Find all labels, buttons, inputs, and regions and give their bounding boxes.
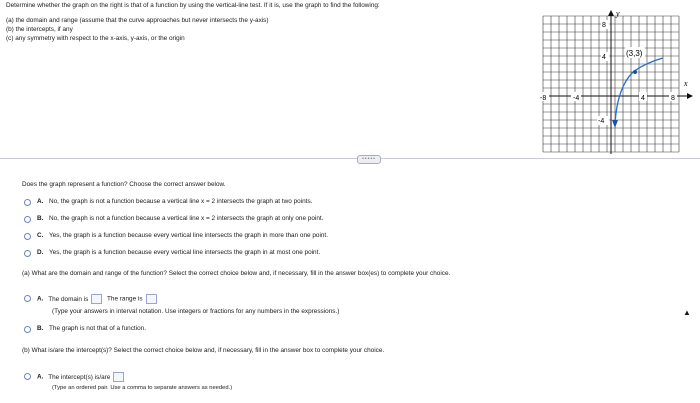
- part-b-option-a-radio[interactable]: [24, 373, 31, 380]
- option-d-radio[interactable]: [24, 250, 31, 257]
- part-b-prompt: (b) What is/are the intercept(s)? Select the correct choice below and, if necessary, fill in the answer box to complete your choice.: [22, 347, 385, 354]
- option-c-radio[interactable]: [24, 233, 31, 240]
- tick-x-4: 4: [641, 95, 645, 102]
- part-a-prompt: (a) What are the domain and range of the function? Select the correct choice below and, if necessary, fill in the answer box(es) to complete your choice.: [22, 270, 451, 277]
- question-part-c: (c) any symmetry with respect to the x-axis, y-axis, or the origin: [6, 35, 185, 42]
- intercepts-label: The intercept(s) is/are: [48, 373, 111, 381]
- part-a-hint: (Type your answers in interval notation. Use integers or fractions for any numbers in the expressions.): [52, 308, 340, 315]
- question-part-b: (b) the intercepts, if any: [6, 26, 73, 33]
- part-a-option-a-line: [37, 294, 160, 304]
- part-a-option-b-radio[interactable]: [24, 326, 31, 333]
- part-a-option-a-radio[interactable]: [24, 295, 31, 302]
- section-divider: [0, 158, 700, 159]
- option-c-text: Yes, the graph is a function because every vertical line intersects the graph in more than one point.: [49, 232, 328, 239]
- option-a-letter: A.: [37, 198, 44, 205]
- option-b-radio[interactable]: [24, 216, 31, 223]
- option-a-text: No, the graph is not a function because a vertical line x = 2 intersects the graph at two points.: [49, 198, 313, 205]
- graph-axes: [539, 10, 693, 154]
- y-axis-label: y: [616, 9, 620, 18]
- question-instruction-wrap: [0, 0, 560, 10]
- tick-x-neg8: -8: [540, 95, 547, 102]
- tick-x-neg4: -4: [573, 95, 580, 102]
- tick-y-4: 4: [602, 54, 606, 61]
- scroll-arrow-icon[interactable]: ▲: [683, 308, 691, 317]
- function-graph: [535, 8, 700, 156]
- part-b-option-a-line: [37, 372, 127, 382]
- option-b-text: No, the graph is not a function because a vertical line x = 2 intersects the graph at only one point.: [49, 215, 324, 222]
- part-a-option-b-letter: B.: [37, 325, 44, 332]
- option-d-letter: D.: [37, 249, 44, 256]
- expand-button[interactable]: [357, 155, 381, 164]
- point-3-3: [633, 70, 637, 74]
- option-a-radio[interactable]: [24, 199, 31, 206]
- tick-y-neg4: -4: [598, 118, 605, 125]
- function-prompt: Does the graph represent a function? Choose the correct answer below.: [22, 181, 226, 188]
- tick-x-8: 8: [671, 95, 675, 102]
- range-label: The range is: [107, 295, 143, 303]
- option-c-letter: C.: [37, 232, 44, 239]
- intercepts-input[interactable]: [113, 372, 124, 382]
- part-a-option-b-text: The graph is not that of a function.: [49, 325, 146, 332]
- option-b-letter: B.: [37, 215, 44, 222]
- range-input[interactable]: [146, 294, 157, 304]
- option-d-text: Yes, the graph is a function because every vertical line intersects the graph in at most one point.: [49, 249, 321, 256]
- question-instruction: Determine whether the graph on the right is that of a function by using the vertical-line test. If it is, use the graph to find the following:: [6, 2, 380, 9]
- domain-input[interactable]: [91, 294, 102, 304]
- part-a-option-a-letter: A.: [37, 295, 44, 303]
- curve-arrow-down: [612, 120, 618, 128]
- question-part-a: (a) the domain and range (assume that the curve approaches but never intersects the y-axis): [6, 17, 269, 24]
- tick-y-8: 8: [602, 22, 606, 29]
- x-axis-label: x: [684, 79, 688, 88]
- point-label: (3,3): [626, 49, 643, 58]
- part-b-hint: (Type an ordered pair. Use a comma to separate answers as needed.): [52, 385, 233, 390]
- expand-button-dots: •••••: [362, 156, 376, 162]
- domain-label: The domain is: [48, 295, 89, 303]
- part-b-option-a-letter: A.: [37, 373, 44, 381]
